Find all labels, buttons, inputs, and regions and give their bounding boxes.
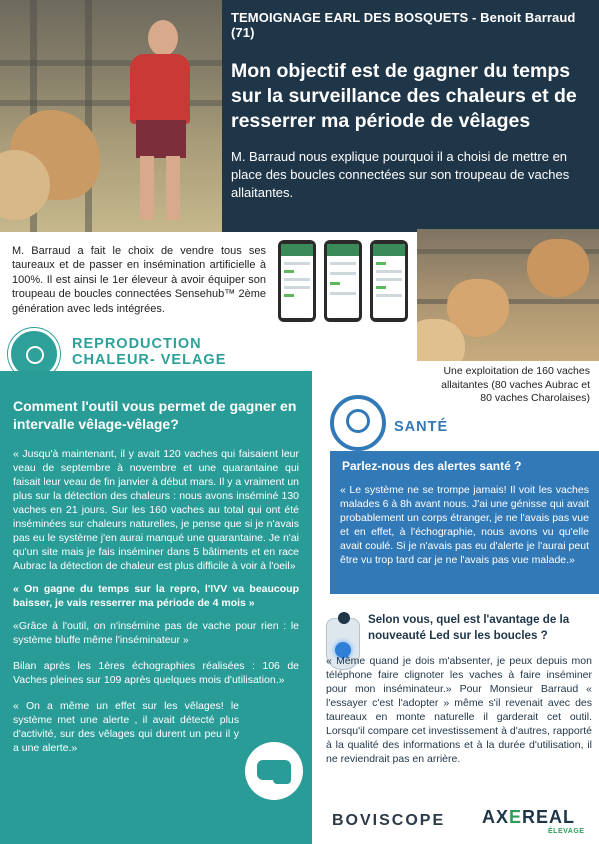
repro-quote-1: « Jusqu'à maintenant, il y avait 120 vaches qui faisaient leur veau de septembre à novembre et une quarantaine qui faisait leur veau de fin janvier à début mars. Il y a vraiment un plus sur la détection des chaleurs : nous avons inséminé 130 vaches en 21 jours. Sur les 160 vaches au total qui ont été inséminées sur chaleurs naturelles, je pense que si je n'avais pas eu le système j'en aurai manqué une quarantaine. Je n'ai qu'un site mais je fais inséminer dans 5 bâtiments et en race Aubrac la détection de chaleur est plus difficile à voir à l'oeil» [13,448,299,572]
testimony-kicker: TEMOIGNAGE EARL DES BOSQUETS - Benoit Barraud (71) [231,10,576,40]
intro-paragraph: M. Barraud a fait le choix de vendre tous ses taureaux et de passer en insémination artificielle à 100%. Il est ainsi le 1er éleveur à avoir équiper son troupeau de boucles connectées Sensehub™ 2ème génération avec leds intégrées. [12,245,266,315]
cattle-icon [245,742,303,800]
repro-quote-4: « On a même un effet sur les vêlages! le système met une alerte , il avait détecté plus d'activité, sur des vêlages qui durent un peu il y a une alerte.» [13,700,239,754]
sante-panel [330,451,599,594]
repro-quote-2: « On gagne du temps sur la repro, l'IVV va beaucoup baisser, je vais resserrer ma période de 4 mois » [13,583,299,609]
sante-section-title: SANTÉ [394,419,449,435]
axereal-logo: AXEREAL [482,807,576,827]
cows-photo [417,229,599,361]
repro-question: Comment l'outil vous permet de gagner en intervalle vêlage-vêlage? [13,398,297,432]
sante-quote: « Le système ne se trompe jamais! Il voit les vaches malades 6 à 8h avant nous. J'ai une génisse qui avait probablement un corps étranger, je ne l'avais pas vue et en effet, à l'échographie, nous avons vu qu'elle avait coulé. Si je n'avais pas eu d'alerte je l'aurai peut être vu trop tard car je ne l'avais pas vue malade.» [340,484,589,566]
led-question: Selon vous, quel est l'avantage de la nouveauté Led sur les boucles ? [368,613,570,642]
elevage-logo-text: ÉLEVAGE [548,828,585,835]
farm-caption: Une exploitation de 160 vaches allaitantes (80 vaches Aubrac et 80 vaches Charolaises) [441,365,590,404]
header-intro: M. Barraud nous explique pourquoi il a choisi de mettre en place des boucles connectées sur son troupeau de vaches allaitantes. [231,149,570,200]
repro-section-title: REPRODUCTION CHALEUR- VELAGE [72,336,227,368]
stethoscope-icon [330,395,386,451]
article-header [222,0,599,232]
repro-quote-3: «Grâce à l'outil, on n'insémine pas de vache pour rien : le système bluffe même l'inséminateur » [13,620,299,646]
sante-question: Parlez-nous des alertes santé ? [342,459,522,473]
boviscope-logo: BOVISCOPE [332,812,446,829]
led-answer: « Même quand je dois m'absenter, je peux depuis mon téléphone faire clignoter les vaches à faire inséminer pour mon inséminateur.» Pour Monsieur Barraud « l'essayer c'est l'adopter » même s'il revenait avec des taureaux en monte naturelle il garderait cet outil. Lorsqu'il compare cet investissement à d'autres, rapporté à la qualité des informations et à la durée d'utilisation, il ne reviendrait pas en arrière. [326,655,592,765]
page-title: Mon objectif est de gagner du temps sur la surveillance des chaleurs et de resserrer ma période de vêlages [231,60,577,132]
repro-results: Bilan après les 1ères échographies réalisées : 106 de Vaches pleines sur 109 après quelques mois d'utilisation.» [13,660,299,686]
app-screens-image [278,240,413,324]
farmer-photo [0,0,222,232]
